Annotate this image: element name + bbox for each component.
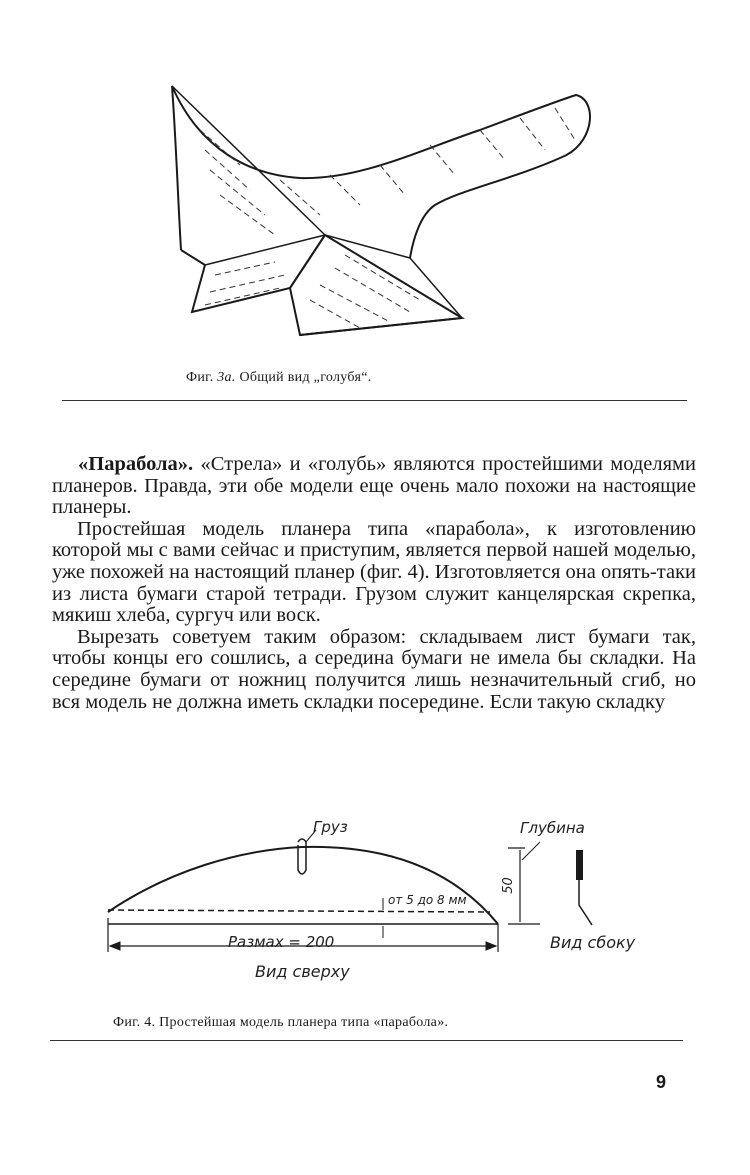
label-weight: Груз xyxy=(313,818,348,836)
page-number: 9 xyxy=(656,1072,667,1092)
paperclip-weight xyxy=(298,839,306,874)
figure-3a-caption-number: 3а. xyxy=(217,370,236,385)
section-lead: «Парабола». xyxy=(78,453,194,475)
paragraph-2: Простейшая модель планера типа «парабола», к изготовлению которой мы с вами сейчас и приступим, является первой нашей моделью, уже похожей на настоящий планер (фиг. 4). Изготовляется она опять-таки из листа бумаги старой тетради. Грузом служит канцелярская скрепка, мякиш хлеба, сургуч или воск. xyxy=(52,517,697,627)
label-depth-value: 50 xyxy=(500,877,516,894)
label-side-view: Вид сбоку xyxy=(550,933,636,952)
figure-4-caption: Фиг. 4. Простейшая модель планера типа «парабола». xyxy=(113,1015,449,1030)
label-top-view: Вид сверху xyxy=(255,962,350,981)
label-span: Размах = 200 xyxy=(228,933,335,951)
paragraph-3: Вырезать советуем таким образом: складываем лист бумаги так, чтобы концы его сошлись, а середина бумаги не имела бы складки. На середине бумаги от ножниц получится лишь незначительный сгиб, но вся модель не должна иметь складки посередине. Если такую складку xyxy=(52,625,696,713)
figure-3a-caption-prefix: Фиг. xyxy=(186,370,214,385)
bottom-divider xyxy=(50,1040,683,1041)
side-view-glider xyxy=(576,850,583,880)
label-depth: Глубина xyxy=(520,819,585,837)
paragraph-1-text: «Стрела» и «голубь» являются простейшими моделями планеров. Правда, эти обе модели еще очень мало похожи на настоящие планеры. xyxy=(52,453,697,519)
label-gap: от 5 до 8 мм xyxy=(388,893,467,907)
figure-3a-caption-text: Общий вид „голубя“. xyxy=(239,370,372,385)
